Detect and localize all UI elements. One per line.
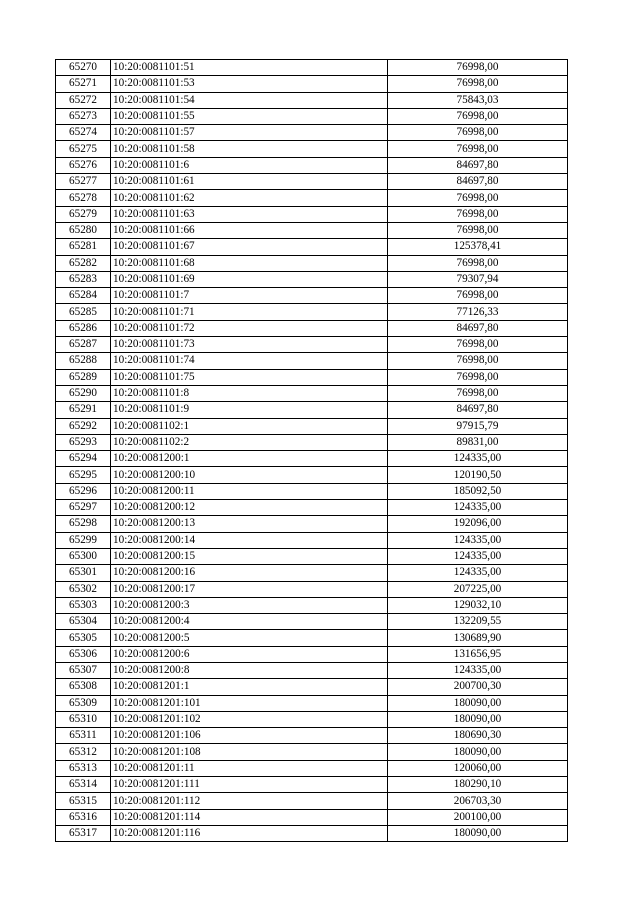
row-id-cell: 65284	[56, 288, 111, 304]
row-id-cell: 65304	[56, 614, 111, 630]
cadastral-number-cell: 10:20:0081201:106	[111, 728, 388, 744]
amount-cell: 124335,00	[388, 662, 568, 678]
amount-cell: 180690,30	[388, 728, 568, 744]
row-id-cell: 65291	[56, 402, 111, 418]
table-row	[56, 125, 568, 141]
row-id-cell: 65313	[56, 760, 111, 776]
row-id-cell: 65295	[56, 467, 111, 483]
row-id-cell: 65290	[56, 385, 111, 401]
amount-cell: 180090,00	[388, 744, 568, 760]
table-row	[56, 630, 568, 646]
amount-cell: 124335,00	[388, 532, 568, 548]
amount-cell: 76998,00	[388, 385, 568, 401]
table-row	[56, 157, 568, 173]
table-row	[56, 825, 568, 841]
table-row	[56, 581, 568, 597]
table-row	[56, 108, 568, 124]
table-row	[56, 141, 568, 157]
row-id-cell: 65314	[56, 777, 111, 793]
table-row	[56, 320, 568, 336]
cadastral-number-cell: 10:20:0081201:111	[111, 777, 388, 793]
row-id-cell: 65299	[56, 532, 111, 548]
cadastral-number-cell: 10:20:0081101:68	[111, 255, 388, 271]
cadastral-number-cell: 10:20:0081101:61	[111, 174, 388, 190]
amount-cell: 200700,30	[388, 679, 568, 695]
row-id-cell: 65273	[56, 108, 111, 124]
table-row	[56, 451, 568, 467]
amount-cell: 76998,00	[388, 288, 568, 304]
row-id-cell: 65285	[56, 304, 111, 320]
row-id-cell: 65293	[56, 434, 111, 450]
cadastral-number-cell: 10:20:0081200:10	[111, 467, 388, 483]
amount-cell: 206703,30	[388, 793, 568, 809]
row-id-cell: 65312	[56, 744, 111, 760]
table-row	[56, 760, 568, 776]
row-id-cell: 65282	[56, 255, 111, 271]
row-id-cell: 65272	[56, 92, 111, 108]
amount-cell: 180090,00	[388, 695, 568, 711]
amount-cell: 79307,94	[388, 271, 568, 287]
amount-cell: 120060,00	[388, 760, 568, 776]
table-row	[56, 418, 568, 434]
amount-cell: 76998,00	[388, 60, 568, 76]
cadastral-number-cell: 10:20:0081200:15	[111, 548, 388, 564]
row-id-cell: 65286	[56, 320, 111, 336]
cadastral-number-cell: 10:20:0081200:11	[111, 483, 388, 499]
row-id-cell: 65303	[56, 597, 111, 613]
cadastral-number-cell: 10:20:0081200:3	[111, 597, 388, 613]
cadastral-number-cell: 10:20:0081102:2	[111, 434, 388, 450]
amount-cell: 76998,00	[388, 108, 568, 124]
amount-cell: 129032,10	[388, 597, 568, 613]
cadastral-number-cell: 10:20:0081101:53	[111, 76, 388, 92]
row-id-cell: 65316	[56, 809, 111, 825]
cadastral-number-cell: 10:20:0081200:17	[111, 581, 388, 597]
amount-cell: 76998,00	[388, 206, 568, 222]
amount-cell: 192096,00	[388, 516, 568, 532]
cadastral-number-cell: 10:20:0081200:13	[111, 516, 388, 532]
row-id-cell: 65279	[56, 206, 111, 222]
cadastral-number-cell: 10:20:0081101:63	[111, 206, 388, 222]
row-id-cell: 65301	[56, 565, 111, 581]
row-id-cell: 65281	[56, 239, 111, 255]
cadastral-number-cell: 10:20:0081101:66	[111, 222, 388, 238]
row-id-cell: 65278	[56, 190, 111, 206]
amount-cell: 76998,00	[388, 353, 568, 369]
table-row	[56, 646, 568, 662]
row-id-cell: 65276	[56, 157, 111, 173]
cadastral-number-cell: 10:20:0081101:55	[111, 108, 388, 124]
row-id-cell: 65292	[56, 418, 111, 434]
table-row	[56, 516, 568, 532]
amount-cell: 76998,00	[388, 222, 568, 238]
cadastral-number-cell: 10:20:0081200:16	[111, 565, 388, 581]
data-table	[55, 59, 568, 842]
table-row	[56, 304, 568, 320]
amount-cell: 124335,00	[388, 451, 568, 467]
amount-cell: 76998,00	[388, 255, 568, 271]
cadastral-number-cell: 10:20:0081101:75	[111, 369, 388, 385]
table-row	[56, 695, 568, 711]
row-id-cell: 65309	[56, 695, 111, 711]
cadastral-number-cell: 10:20:0081101:57	[111, 125, 388, 141]
row-id-cell: 65283	[56, 271, 111, 287]
amount-cell: 84697,80	[388, 174, 568, 190]
table-row	[56, 597, 568, 613]
table-row	[56, 206, 568, 222]
table-row	[56, 337, 568, 353]
amount-cell: 185092,50	[388, 483, 568, 499]
cadastral-number-cell: 10:20:0081101:74	[111, 353, 388, 369]
table-row	[56, 353, 568, 369]
amount-cell: 180290,10	[388, 777, 568, 793]
table-row	[56, 434, 568, 450]
table-row	[56, 728, 568, 744]
cadastral-number-cell: 10:20:0081200:6	[111, 646, 388, 662]
row-id-cell: 65300	[56, 548, 111, 564]
table-row	[56, 614, 568, 630]
table-row	[56, 239, 568, 255]
table-row	[56, 60, 568, 76]
amount-cell: 76998,00	[388, 190, 568, 206]
cadastral-number-cell: 10:20:0081200:12	[111, 500, 388, 516]
cadastral-number-cell: 10:20:0081200:4	[111, 614, 388, 630]
cadastral-number-cell: 10:20:0081101:67	[111, 239, 388, 255]
cadastral-number-cell: 10:20:0081101:51	[111, 60, 388, 76]
row-id-cell: 65294	[56, 451, 111, 467]
table-row	[56, 777, 568, 793]
cadastral-number-cell: 10:20:0081101:62	[111, 190, 388, 206]
table-row	[56, 500, 568, 516]
amount-cell: 84697,80	[388, 320, 568, 336]
cadastral-number-cell: 10:20:0081101:69	[111, 271, 388, 287]
cadastral-number-cell: 10:20:0081101:7	[111, 288, 388, 304]
cadastral-number-cell: 10:20:0081201:108	[111, 744, 388, 760]
amount-cell: 130689,90	[388, 630, 568, 646]
row-id-cell: 65289	[56, 369, 111, 385]
cadastral-number-cell: 10:20:0081101:9	[111, 402, 388, 418]
cadastral-number-cell: 10:20:0081200:5	[111, 630, 388, 646]
table-row	[56, 385, 568, 401]
row-id-cell: 65310	[56, 711, 111, 727]
amount-cell: 76998,00	[388, 141, 568, 157]
table-row	[56, 548, 568, 564]
cadastral-number-cell: 10:20:0081101:6	[111, 157, 388, 173]
amount-cell: 89831,00	[388, 434, 568, 450]
cadastral-number-cell: 10:20:0081101:73	[111, 337, 388, 353]
table-row	[56, 288, 568, 304]
table-row	[56, 271, 568, 287]
cadastral-number-cell: 10:20:0081201:101	[111, 695, 388, 711]
amount-cell: 77126,33	[388, 304, 568, 320]
amount-cell: 125378,41	[388, 239, 568, 255]
amount-cell: 76998,00	[388, 125, 568, 141]
row-id-cell: 65270	[56, 60, 111, 76]
amount-cell: 84697,80	[388, 157, 568, 173]
amount-cell: 200100,00	[388, 809, 568, 825]
cadastral-number-cell: 10:20:0081102:1	[111, 418, 388, 434]
table-row	[56, 532, 568, 548]
table-row	[56, 174, 568, 190]
table-row	[56, 679, 568, 695]
cadastral-number-cell: 10:20:0081200:1	[111, 451, 388, 467]
amount-cell: 76998,00	[388, 76, 568, 92]
table-row	[56, 809, 568, 825]
row-id-cell: 65296	[56, 483, 111, 499]
table-row	[56, 402, 568, 418]
row-id-cell: 65302	[56, 581, 111, 597]
amount-cell: 76998,00	[388, 369, 568, 385]
table-row	[56, 483, 568, 499]
table-row	[56, 92, 568, 108]
row-id-cell: 65307	[56, 662, 111, 678]
row-id-cell: 65311	[56, 728, 111, 744]
amount-cell: 131656,95	[388, 646, 568, 662]
cadastral-number-cell: 10:20:0081201:114	[111, 809, 388, 825]
row-id-cell: 65305	[56, 630, 111, 646]
amount-cell: 207225,00	[388, 581, 568, 597]
cadastral-number-cell: 10:20:0081200:14	[111, 532, 388, 548]
amount-cell: 75843,03	[388, 92, 568, 108]
cadastral-number-cell: 10:20:0081201:116	[111, 825, 388, 841]
cadastral-number-cell: 10:20:0081201:1	[111, 679, 388, 695]
table-row	[56, 222, 568, 238]
amount-cell: 76998,00	[388, 337, 568, 353]
cadastral-number-cell: 10:20:0081200:8	[111, 662, 388, 678]
amount-cell: 180090,00	[388, 825, 568, 841]
cadastral-number-cell: 10:20:0081101:54	[111, 92, 388, 108]
table-row	[56, 76, 568, 92]
amount-cell: 124335,00	[388, 565, 568, 581]
table-row	[56, 565, 568, 581]
cadastral-number-cell: 10:20:0081101:8	[111, 385, 388, 401]
amount-cell: 132209,55	[388, 614, 568, 630]
row-id-cell: 65288	[56, 353, 111, 369]
amount-cell: 120190,50	[388, 467, 568, 483]
cadastral-number-cell: 10:20:0081201:112	[111, 793, 388, 809]
cadastral-number-cell: 10:20:0081201:11	[111, 760, 388, 776]
row-id-cell: 65287	[56, 337, 111, 353]
table-row	[56, 711, 568, 727]
row-id-cell: 65315	[56, 793, 111, 809]
amount-cell: 124335,00	[388, 500, 568, 516]
table-row	[56, 793, 568, 809]
cadastral-number-cell: 10:20:0081101:71	[111, 304, 388, 320]
row-id-cell: 65298	[56, 516, 111, 532]
table-row	[56, 369, 568, 385]
amount-cell: 84697,80	[388, 402, 568, 418]
row-id-cell: 65274	[56, 125, 111, 141]
row-id-cell: 65306	[56, 646, 111, 662]
amount-cell: 97915,79	[388, 418, 568, 434]
table-row	[56, 662, 568, 678]
row-id-cell: 65280	[56, 222, 111, 238]
amount-cell: 180090,00	[388, 711, 568, 727]
row-id-cell: 65308	[56, 679, 111, 695]
cadastral-number-cell: 10:20:0081201:102	[111, 711, 388, 727]
cadastral-number-cell: 10:20:0081101:58	[111, 141, 388, 157]
table-row	[56, 190, 568, 206]
table-row	[56, 255, 568, 271]
row-id-cell: 65317	[56, 825, 111, 841]
row-id-cell: 65297	[56, 500, 111, 516]
amount-cell: 124335,00	[388, 548, 568, 564]
row-id-cell: 65275	[56, 141, 111, 157]
row-id-cell: 65277	[56, 174, 111, 190]
table-row	[56, 744, 568, 760]
table-row	[56, 467, 568, 483]
table-body	[56, 60, 568, 842]
row-id-cell: 65271	[56, 76, 111, 92]
cadastral-number-cell: 10:20:0081101:72	[111, 320, 388, 336]
